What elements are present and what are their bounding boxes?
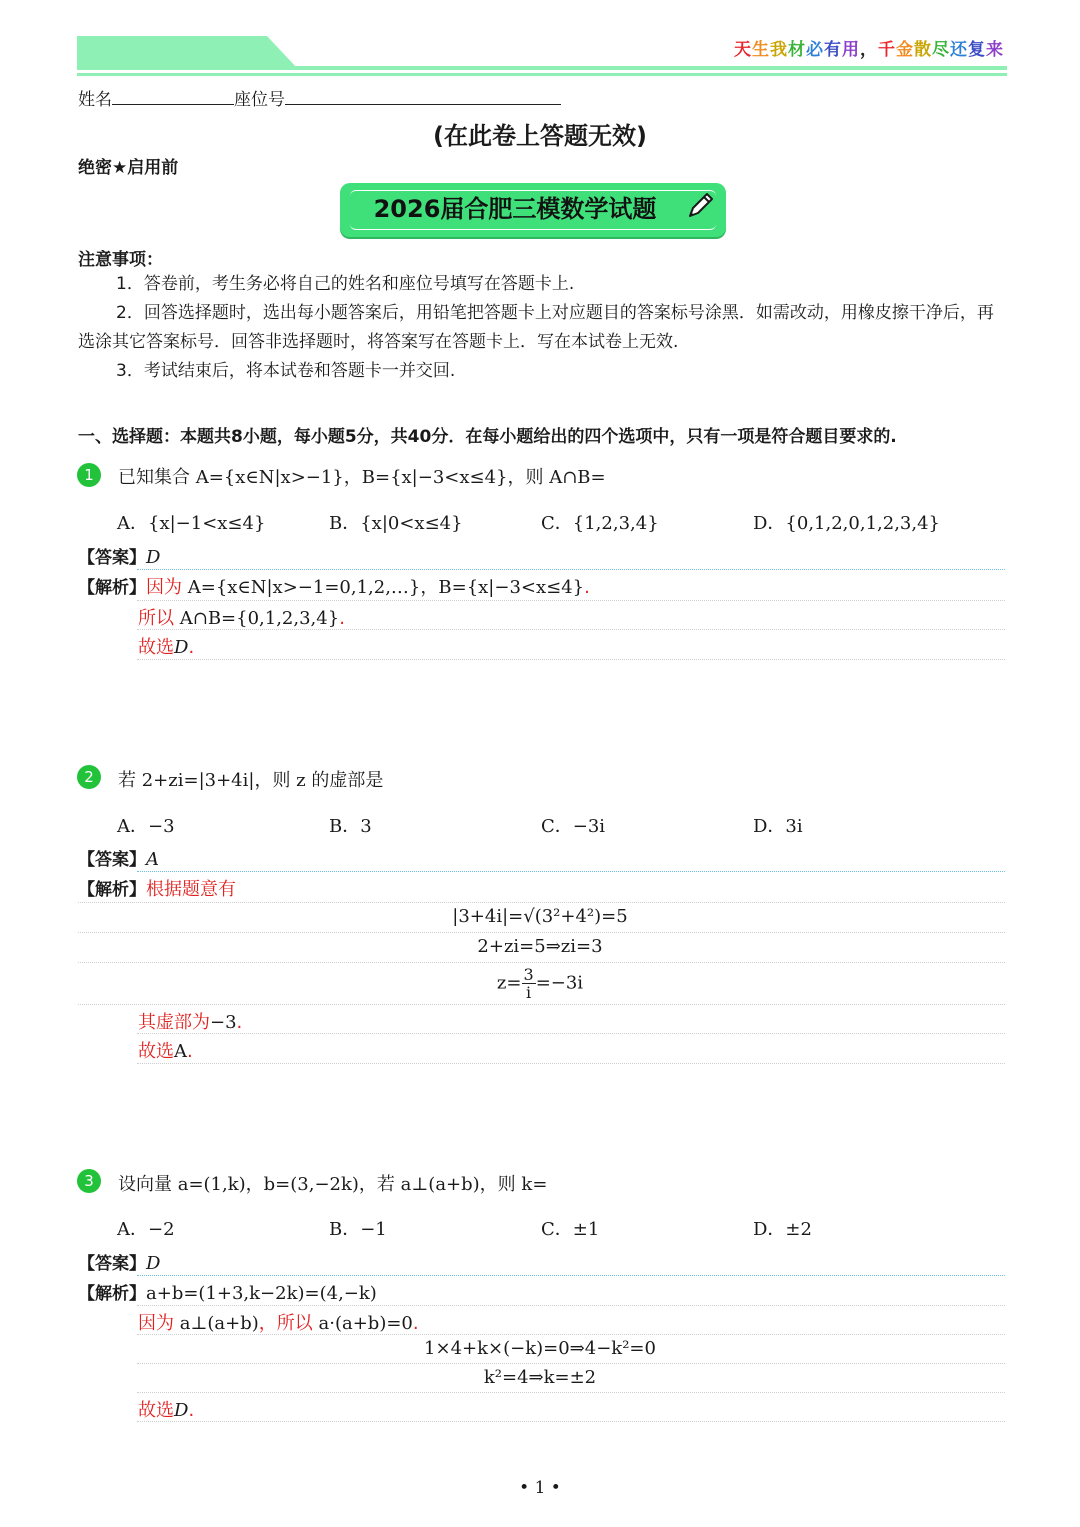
- solution-prefix: 所以: [138, 608, 174, 629]
- motto-char: 有: [824, 40, 842, 60]
- motto-char: ，: [860, 40, 878, 60]
- divider: [137, 1305, 1005, 1306]
- page-title: 2026届合肥三模数学试题: [373, 195, 657, 223]
- option-a: A．−3: [117, 816, 175, 837]
- notice-item: 1．答卷前，考生务必将自己的姓名和座位号填写在答题卡上.: [116, 274, 575, 294]
- name-blank: [112, 90, 234, 105]
- option-c: C．±1: [541, 1219, 600, 1240]
- page-number: • 1 •: [519, 1478, 561, 1498]
- answer-value: A: [146, 849, 159, 870]
- motto-char: 生: [752, 40, 770, 60]
- question-number-badge: 1: [77, 463, 101, 487]
- header-rule: [77, 66, 1007, 70]
- solution-line: 因为 a⊥(a+b)，所以 a·(a+b)=0.: [138, 1313, 419, 1334]
- divider: [137, 1063, 1005, 1064]
- answer-value: D: [146, 547, 161, 568]
- option-a: A．{x|−1<x≤4}: [117, 513, 266, 534]
- option-c: C．{1,2,3,4}: [541, 513, 659, 534]
- motto-char: 尽: [932, 40, 950, 60]
- answer-row: [78, 845, 159, 870]
- solution-math: a+b=(1+3,k−2k)=(4,−k): [146, 1283, 377, 1304]
- notice-item: 2．回答选择题时，选出每小题答案后，用铅笔把答题卡上对应题目的答案标号涂黑．如需改动，用橡皮擦干净后，再选涂其它答案标号．回答非选择题时，将答案写在答题卡上．写在本试卷上无效.: [78, 303, 994, 352]
- solution-math: a·(a+b)=0: [318, 1313, 413, 1334]
- motto-char: 金: [896, 40, 914, 60]
- answer-row: [78, 1249, 160, 1274]
- solution-line: 其虚部为−3.: [138, 1012, 243, 1033]
- seat-blank: [285, 90, 561, 105]
- analysis-label: 【解析】: [78, 1284, 146, 1304]
- divider: [78, 902, 1005, 903]
- divider: [137, 1392, 1005, 1393]
- solution-prefix: 故选: [138, 1041, 174, 1062]
- solution-line: 【解析】因为 A={x∈N|x>−1=0,1,2,…}，B={x|−3<x≤4}.: [78, 577, 590, 598]
- solution-prefix: 故选: [138, 1400, 174, 1421]
- option-b: B．{x|0<x≤4}: [329, 513, 463, 534]
- motto-char: 来: [986, 40, 1004, 60]
- divider: [137, 1275, 1005, 1276]
- question-stem: 若 2+zi=|3+4i|，则 z 的虚部是: [118, 770, 384, 791]
- question-number-badge: 3: [77, 1169, 101, 1193]
- divider: [78, 1004, 1005, 1005]
- seat-label: 座位号: [234, 90, 285, 110]
- solution-line: 故选D.: [138, 1400, 195, 1421]
- divider: [137, 871, 1005, 872]
- motto-char: 复: [968, 40, 986, 60]
- solution-math: D: [174, 637, 189, 658]
- solution-line: 故选D.: [138, 637, 195, 658]
- motto-char: 散: [914, 40, 932, 60]
- motto-char: 材: [788, 40, 806, 60]
- header-motto: [734, 35, 1004, 60]
- question-number-badge: 2: [77, 765, 101, 789]
- answer-label: 【答案】: [78, 1254, 146, 1274]
- invalid-note: (在此卷上答题无效): [433, 122, 647, 150]
- option-b: B．3: [329, 816, 372, 837]
- header-rule-thin: [77, 73, 1007, 76]
- motto-char: 千: [878, 40, 896, 60]
- option-d: D．3i: [753, 816, 803, 837]
- name-label: 姓名: [78, 90, 112, 110]
- divider: [137, 1363, 1005, 1364]
- equation: 1×4+k×(−k)=0⇒4−k²=0: [424, 1338, 656, 1359]
- motto-char: 天: [734, 40, 752, 60]
- option-a: A．−2: [117, 1219, 175, 1240]
- divider: [137, 659, 1005, 660]
- question-stem: 已知集合 A={x∈N|x>−1}，B={x|−3<x≤4}，则 A∩B=: [118, 467, 606, 488]
- solution-math: −3: [210, 1012, 237, 1033]
- name-seat-row: [78, 85, 561, 110]
- divider: [137, 600, 1005, 601]
- eq-rhs: =−3i: [535, 972, 584, 994]
- answer-value: D: [146, 1253, 161, 1274]
- analysis-label: 【解析】: [78, 578, 146, 598]
- divider: [137, 1421, 1005, 1422]
- secret-label: 绝密★启用前: [78, 158, 179, 178]
- motto-char: 还: [950, 40, 968, 60]
- divider: [78, 962, 1005, 963]
- solution-prefix: 因为: [146, 577, 182, 598]
- fraction-denominator: i: [526, 983, 532, 1002]
- notice-heading: 注意事项：: [78, 250, 163, 270]
- solution-prefix: 因为: [138, 1313, 174, 1334]
- divider: [78, 932, 1005, 933]
- divider: [137, 569, 1005, 570]
- section-heading: 一、选择题：本题共8小题，每小题5分，共40分．在每小题给出的四个选项中，只有一项是符合题目要求的.: [78, 427, 897, 447]
- notice-item: 3．考试结束后，将本试卷和答题卡一并交回.: [116, 361, 456, 381]
- option-d: D．±2: [753, 1219, 812, 1240]
- equation: |3+4i|=√(3²+4²)=5: [452, 906, 628, 927]
- question-stem: 设向量 a=(1,k)，b=(3,−2k)，若 a⊥(a+b)，则 k=: [118, 1174, 548, 1195]
- motto-char: 必: [806, 40, 824, 60]
- answer-row: [78, 543, 160, 568]
- equation: k²=4⇒k=±2: [483, 1367, 597, 1388]
- pencil-icon: [686, 190, 716, 220]
- solution-line: 故选A.: [138, 1041, 193, 1062]
- motto-char: 用: [842, 40, 860, 60]
- divider: [137, 629, 1005, 630]
- divider: [137, 1033, 1005, 1034]
- fraction: [522, 966, 536, 1001]
- solution-line: [78, 875, 236, 901]
- eq-lhs: z=: [496, 972, 522, 994]
- solution-prefix: ，所以: [258, 1313, 313, 1334]
- solution-math: A∩B={0,1,2,3,4}: [179, 608, 340, 629]
- answer-label: 【答案】: [78, 850, 146, 870]
- divider: [137, 1334, 1005, 1335]
- option-d: D．{0,1,2,0,1,2,3,4}: [753, 513, 941, 534]
- solution-math: a⊥(a+b): [179, 1313, 259, 1334]
- solution-prefix: 故选: [138, 637, 174, 658]
- answer-label: 【答案】: [78, 548, 146, 568]
- solution-math: D: [174, 1400, 189, 1421]
- solution-line: [78, 1279, 377, 1304]
- motto-char: 我: [770, 40, 788, 60]
- option-c: C．−3i: [541, 816, 606, 837]
- title-banner: [340, 183, 726, 237]
- equation: 2+zi=5⇒zi=3: [477, 936, 603, 957]
- solution-line: 所以 A∩B={0,1,2,3,4}.: [138, 608, 345, 629]
- solution-prefix: 其虚部为: [138, 1012, 210, 1033]
- option-b: B．−1: [329, 1219, 387, 1240]
- solution-math: A={x∈N|x>−1=0,1,2,…}，B={x|−3<x≤4}: [187, 577, 585, 598]
- header-tab-shape: [77, 36, 297, 68]
- solution-prefix: 根据题意有: [146, 879, 236, 900]
- analysis-label: 【解析】: [78, 880, 146, 900]
- fraction-numerator: 3: [523, 965, 534, 984]
- solution-math: A: [174, 1041, 187, 1062]
- equation-fraction: [0, 966, 1080, 1001]
